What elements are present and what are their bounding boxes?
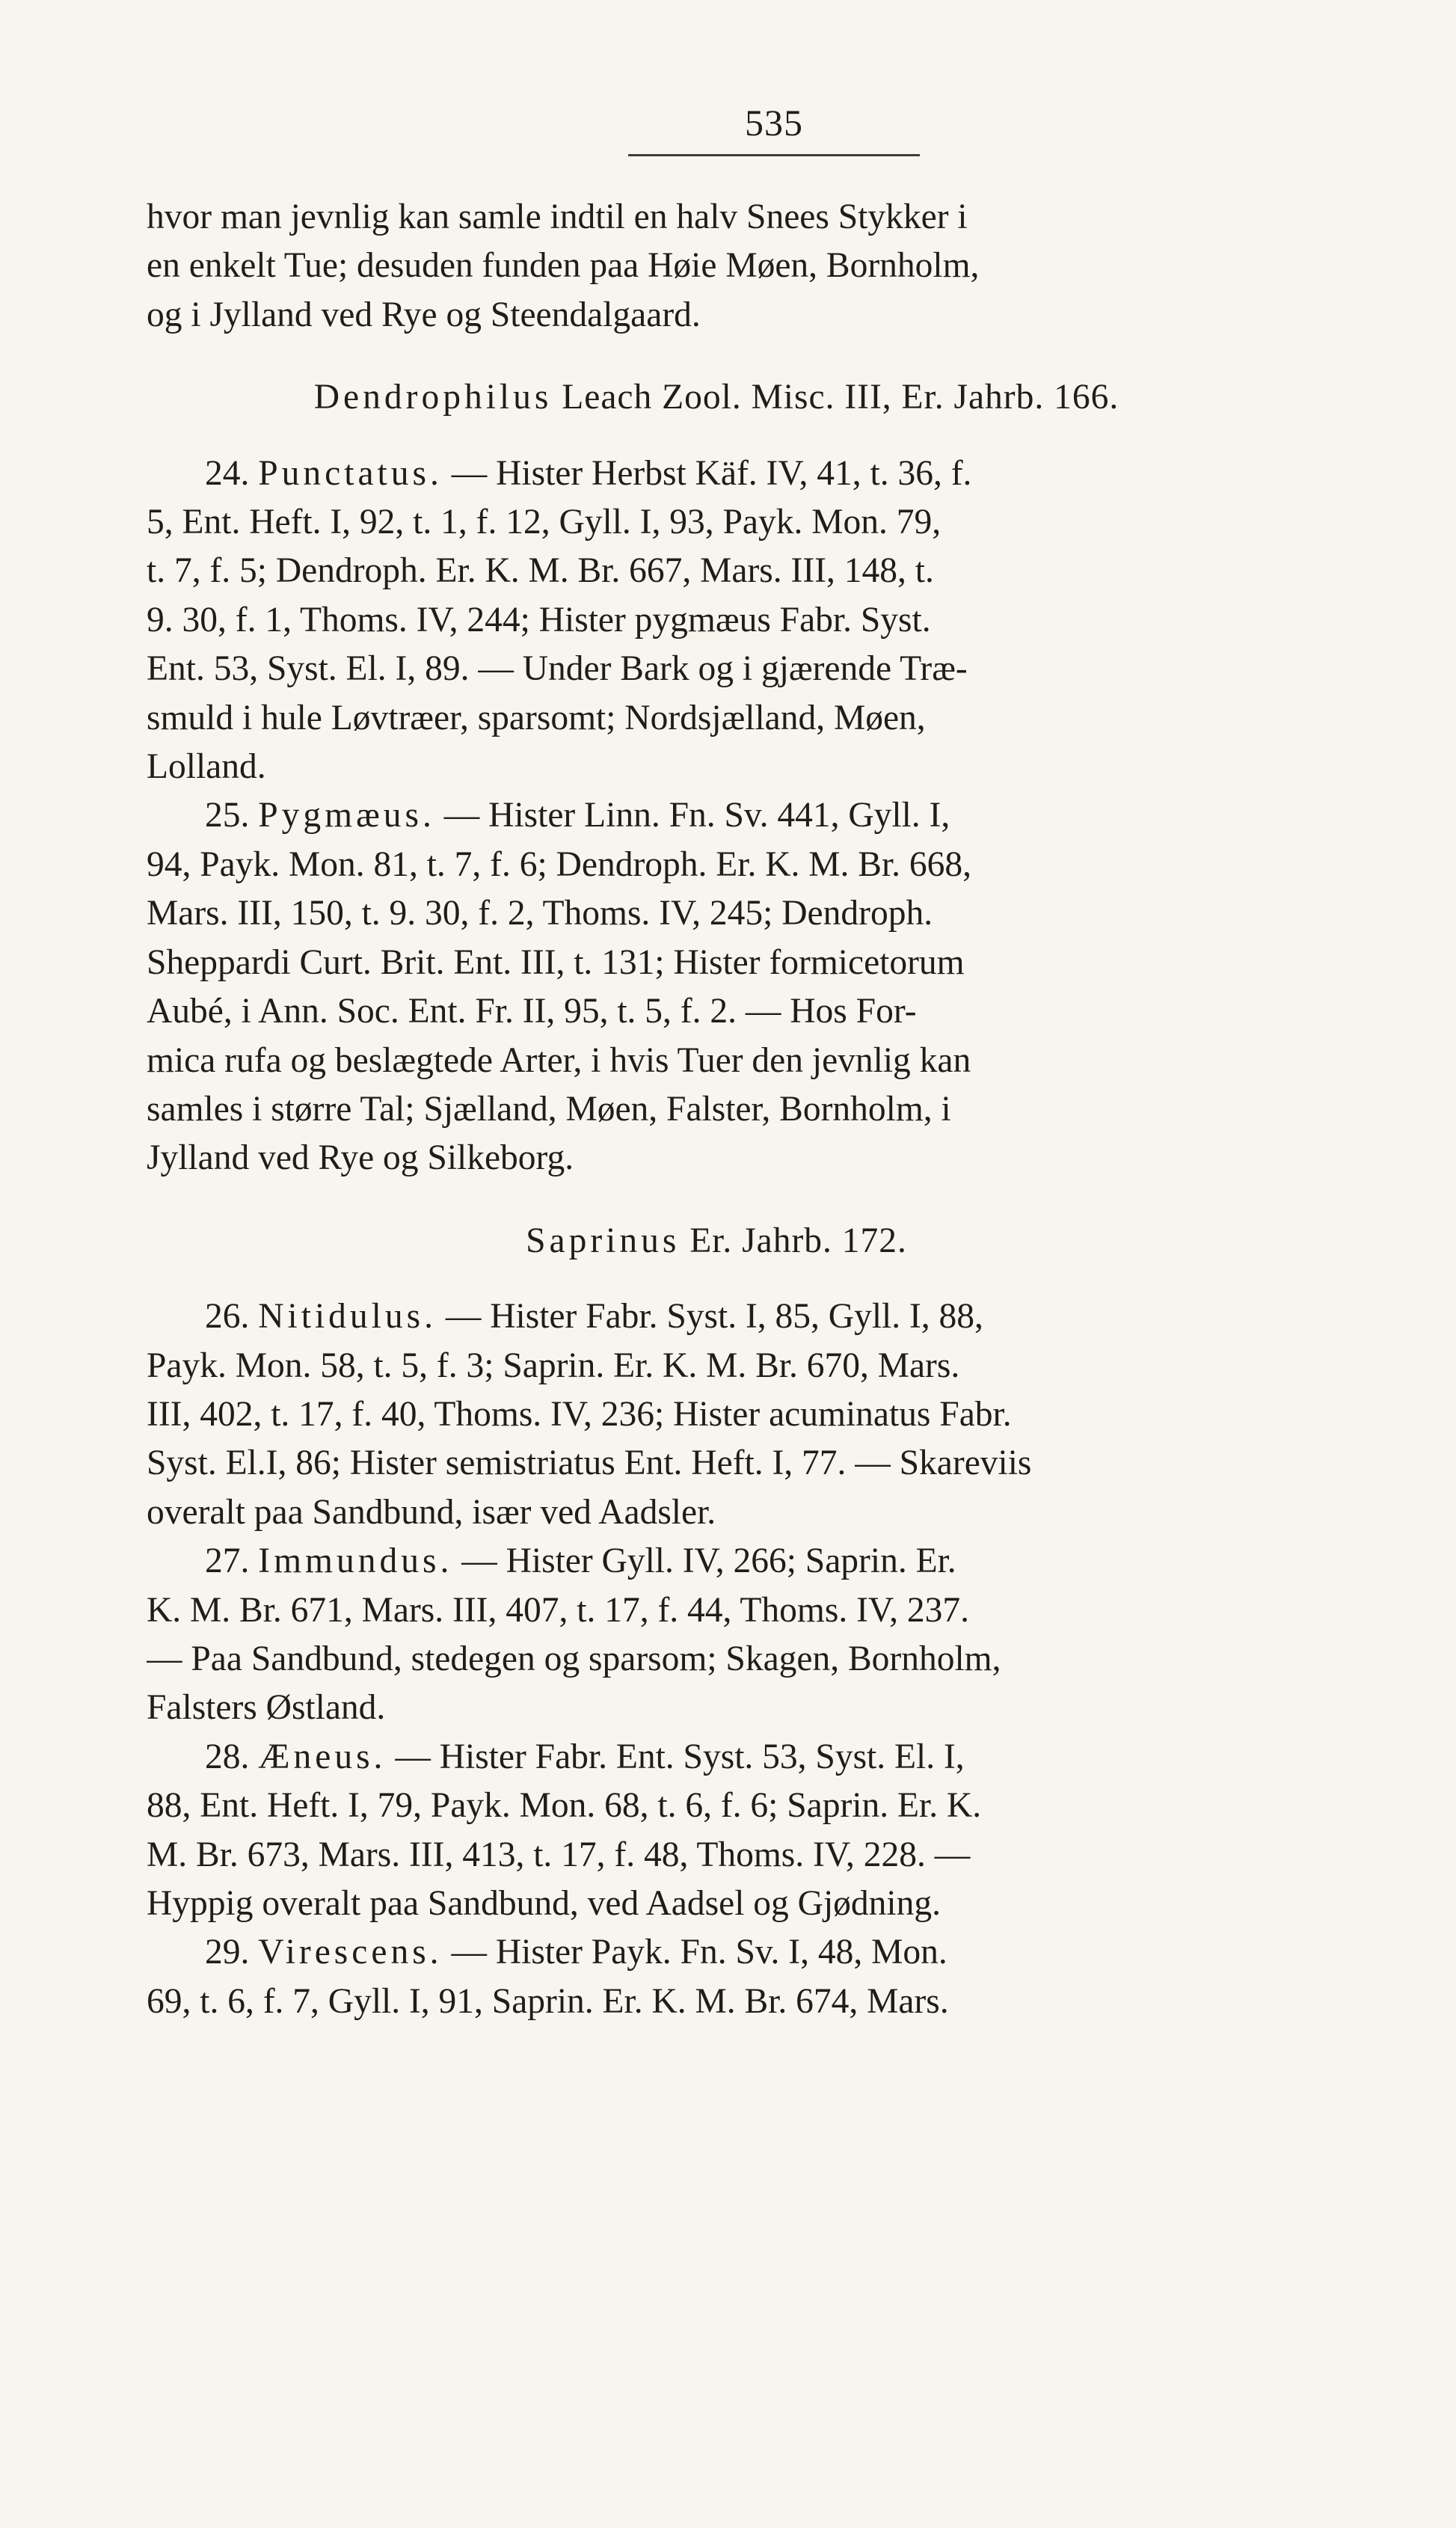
entry-line: Mars. III, 150, t. 9. 30, f. 2, Thoms. IV, 245; Dendroph.: [147, 894, 933, 933]
species-name: Punctatus.: [258, 453, 443, 493]
opening-line-3: og i Jylland ved Rye og Steendalgaard.: [147, 295, 701, 334]
species-name: Pygmæus.: [258, 796, 435, 835]
genus-name: Saprinus: [526, 1221, 681, 1260]
entry-line: Falsters Østland.: [147, 1688, 386, 1728]
genus-heading-dendrophilus: [147, 373, 1286, 422]
entry-line: Lolland.: [147, 747, 266, 787]
entry-citation-start: — Hister Herbst Käf. IV, 41, t. 36, f.: [442, 453, 972, 493]
body-text: [147, 193, 1286, 2026]
entry-number: 26.: [205, 1297, 250, 1337]
opening-line-1: hvor man jevnlig kan samle indtil en halv Snees Stykker i: [147, 197, 968, 236]
entry-citation-start: — Hister Fabr. Ent. Syst. 53, Syst. El. I,: [386, 1737, 965, 1776]
opening-line-2: en enkelt Tue; desuden funden paa Høie Møen, Bornholm,: [147, 246, 980, 286]
entry-citation-start: — Hister Gyll. IV, 266; Saprin. Er.: [452, 1541, 956, 1581]
genus-heading-saprinus: [147, 1217, 1286, 1265]
species-entry-25: [147, 791, 1286, 1182]
entry-line: K. M. Br. 671, Mars. III, 407, t. 17, f. 44, Thoms. IV, 237.: [147, 1590, 969, 1630]
entry-line: Sheppardi Curt. Brit. Ent. III, t. 131; Hister formicetorum: [147, 942, 965, 982]
species-entry-24: [147, 450, 1286, 792]
entry-first-line: [147, 1733, 1286, 1782]
species-name: Virescens.: [258, 1933, 443, 1972]
page-number-rule: [628, 154, 920, 156]
entry-citation-start: — Hister Linn. Fn. Sv. 441, Gyll. I,: [434, 796, 950, 835]
entry-line: III, 402, t. 17, f. 40, Thoms. IV, 236; Hister acuminatus Fabr.: [147, 1394, 1012, 1434]
entry-number: 24.: [205, 453, 250, 493]
species-name: Æneus.: [258, 1737, 387, 1776]
entry-line: Hyppig overalt paa Sandbund, ved Aadsel og Gjødning.: [147, 1884, 941, 1923]
entry-line: Syst. El.I, 86; Hister semistriatus Ent. Heft. I, 77. — Skareviis: [147, 1444, 1032, 1483]
entry-first-line: [147, 1928, 1286, 1977]
entry-first-line: [147, 1292, 1286, 1341]
entry-line: Ent. 53, Syst. El. I, 89. — Under Bark og i gjærende Træ-: [147, 649, 968, 689]
entry-line: — Paa Sandbund, stedegen og sparsom; Skagen, Bornholm,: [147, 1639, 1001, 1678]
entry-first-line: [147, 1537, 1286, 1586]
entry-line: 94, Payk. Mon. 81, t. 7, f. 6; Dendroph. Er. K. M. Br. 668,: [147, 844, 972, 884]
entry-line: t. 7, f. 5; Dendroph. Er. K. M. Br. 667, Mars. III, 148, t.: [147, 551, 934, 591]
entry-line: 88, Ent. Heft. I, 79, Payk. Mon. 68, t. 6, f. 6; Saprin. Er. K.: [147, 1786, 982, 1826]
entry-first-line: [147, 791, 1286, 840]
species-entry-27: [147, 1537, 1286, 1733]
species-entry-26: [147, 1292, 1286, 1537]
species-entry-29: [147, 1928, 1286, 2026]
genus-citation: Leach Zool. Misc. III, Er. Jahrb. 166.: [552, 378, 1119, 417]
species-entry-28: [147, 1733, 1286, 1929]
entry-first-line: [147, 450, 1286, 498]
entry-line: 5, Ent. Heft. I, 92, t. 1, f. 12, Gyll. I, 93, Payk. Mon. 79,: [147, 503, 942, 542]
species-name: Immundus.: [258, 1541, 453, 1581]
entry-line: M. Br. 673, Mars. III, 413, t. 17, f. 48, Thoms. IV, 228. —: [147, 1835, 971, 1874]
genus-citation: Er. Jahrb. 172.: [680, 1221, 907, 1260]
entry-line: smuld i hule Løvtræer, sparsomt; Nordsjælland, Møen,: [147, 698, 926, 737]
entry-citation-start: — Hister Fabr. Syst. I, 85, Gyll. I, 88,: [436, 1297, 983, 1337]
entry-citation-start: — Hister Payk. Fn. Sv. I, 48, Mon.: [442, 1933, 947, 1972]
entry-line: mica rufa og beslægtede Arter, i hvis Tuer den jevnlig kan: [147, 1040, 971, 1080]
entry-line: Jylland ved Rye og Silkeborg.: [147, 1138, 574, 1178]
entry-number: 28.: [205, 1737, 250, 1776]
page-number: 535: [745, 102, 803, 144]
entry-line: samles i større Tal; Sjælland, Møen, Falster, Bornholm, i: [147, 1089, 951, 1129]
entry-number: 27.: [205, 1541, 250, 1581]
page-number-area: [628, 100, 920, 145]
entry-line: 69, t. 6, f. 7, Gyll. I, 91, Saprin. Er. K. M. Br. 674, Mars.: [147, 1981, 949, 2021]
entry-line: overalt paa Sandbund, især ved Aadsler.: [147, 1492, 716, 1532]
genus-name: Dendrophilus: [313, 378, 553, 417]
entry-number: 25.: [205, 796, 250, 835]
entry-line: Payk. Mon. 58, t. 5, f. 3; Saprin. Er. K. M. Br. 670, Mars.: [147, 1346, 960, 1385]
entry-line: 9. 30, f. 1, Thoms. IV, 244; Hister pygmæus Fabr. Syst.: [147, 600, 931, 639]
species-name: Nitidulus.: [258, 1297, 437, 1337]
entry-number: 29.: [205, 1933, 250, 1972]
entry-line: Aubé, i Ann. Soc. Ent. Fr. II, 95, t. 5, f. 2. — Hos For-: [147, 992, 917, 1031]
